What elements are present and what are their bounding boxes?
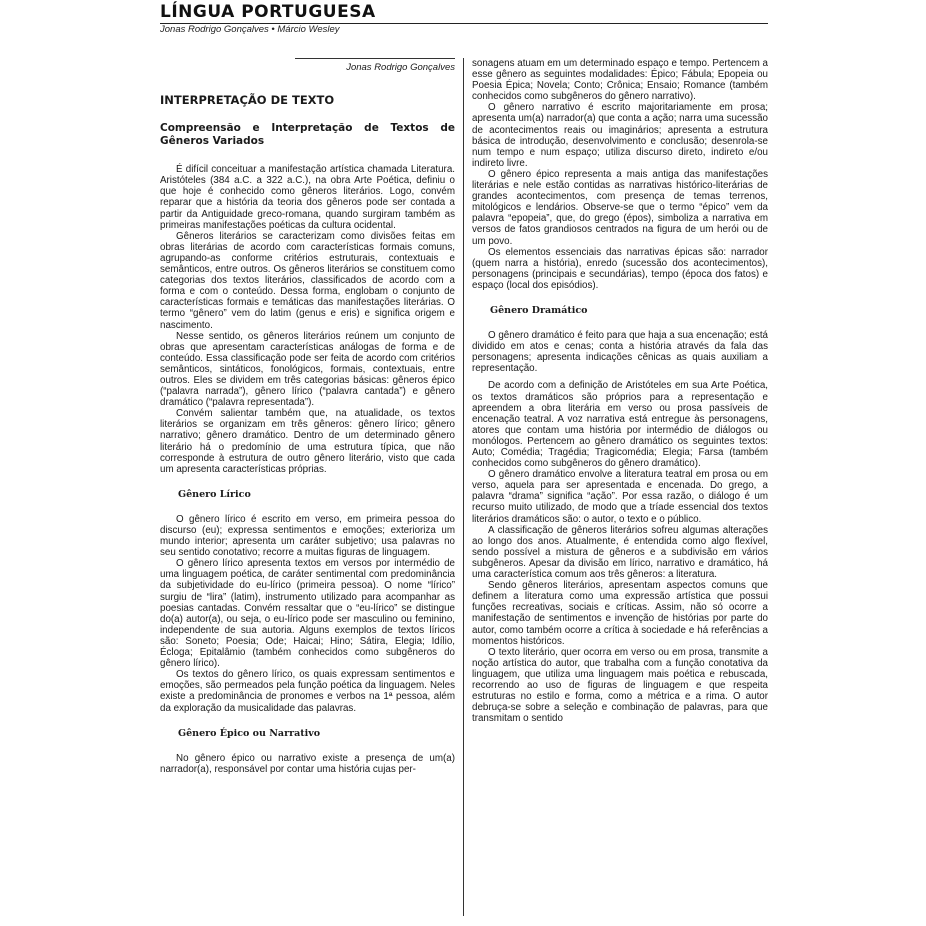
section-title: INTERPRETAÇÃO DE TEXTO [160, 93, 335, 108]
paragraph: Gêneros literários se caracterizam como divisões feitas em obras literárias de acordo com características formais comuns, agrupando-as conforme critérios estruturais, contextuais e semânticos, entre outros. Os gêneros literários se constituem como categorias dos textos literários, classificados de acordo com a forma e com o conteúdo. Dessa forma, englobam o conjunto de características formais e temáticas das manifestações literárias. O termo “gênero” vem do latim (genus e eris) e significa origem e nascimento. [160, 230, 455, 331]
paragraph: sonagens atuam em um determinado espaço e tempo. Pertencem a esse gênero as seguintes modalidades: Épico; Fábula; Epopeia ou Poesia Épica; Novela; Conto; Crônica; Ensaio; Romance (também conhecidos como subgêneros do gênero narrativo). [472, 58, 768, 103]
paragraph: É difícil conceituar a manifestação artística chamada Literatura. Aristóteles (384 a.C. a 322 a.C.), na obra Arte Poética, definiu o que hoje é conhecido como gêneros literários. Logo, convém reparar que a história da teoria dos gêneros pode ser contada a partir da Antiguidade greco-romana, quando surgiram também as primeiras manifestações poéticas da cultura ocidental. [160, 164, 455, 231]
header-authors: Jonas Rodrigo Gonçalves • Márcio Wesley [160, 24, 340, 35]
paragraph: O texto literário, quer ocorra em verso ou em prosa, transmite a noção artística do autor, que trabalha com a função conotativa da linguagem, que utiliza uma linguagem mais poética e rebuscada, recorrendo ao uso de figuras de linguagem e que respeita estruturas no estilo e forma, como a métrica e a rima. O autor debruça-se sobre a seleção e combinação de palavras, para que transmitam o sentido [472, 646, 768, 725]
paragraph: O gênero épico representa a mais antiga das manifestações literárias e nele estão contidas as narrativas histórico-literárias de grandes acontecimentos, com presença de temas terrenos, mitológicos e lendários. Observe-se que o termo “épico” vem da palavra “epopeia”, que, do grego (épos), simboliza a narrativa em versos de fatos grandiosos centrados na figura de um herói ou de um povo. [472, 168, 768, 247]
column-divider [463, 58, 464, 916]
paragraph: Os textos do gênero lírico, os quais expressam sentimentos e emoções, são permeados pela função poética da linguagem. Neles existe a predominância de pronomes e verbos na 1ª pessoa, além da exploração da musicalidade das palavras. [160, 669, 455, 714]
paragraph: Os elementos essenciais das narrativas épicas são: narrador (quem narra a história), enredo (sucessão dos acontecimentos), personagens (principais e secundárias), tempo (época dos fatos) e espaço (local dos episódios). [472, 246, 768, 291]
heading-genero-lirico: Gênero Lírico [178, 488, 251, 500]
paragraph: O gênero dramático envolve a literatura teatral em prosa ou em verso, aquela para ser apresentada e encenada. Do grego, a palavra “drama” significa “ação”. Por essa razão, o diálogo é um recurso muito utilizado, de modo que a tríade essencial dos textos literários dramáticos são: o autor, o texto e o público. [472, 469, 768, 525]
heading-genero-epico: Gênero Épico ou Narrativo [178, 727, 321, 739]
paragraph: Sendo gêneros literários, apresentam aspectos comuns que definem a literatura como uma expressão artística que possui funções recreativas, sociais e críticas. Assim, não só ocorre a manifestação de sentimentos e invenção de histórias por parte do autor, como também ocorre a crítica à sociedade e há referências a momentos históricos. [472, 580, 768, 647]
paragraph: A classificação de gêneros literários sofreu algumas alterações ao longo dos anos. Atualmente, é entendida como algo flexível, sendo possível a mistura de gêneros e a subdivisão em vários subgêneros. Apesar da divisão em lírico, narrativo e dramático, há uma característica comum aos três gêneros: a literatura. [472, 524, 768, 581]
right-column [472, 58, 768, 724]
subsection-title: Compreensão e Interpretação de Textos de Gêneros Variados [160, 122, 455, 148]
paragraph: O gênero narrativo é escrito majoritariamente em prosa; apresenta um(a) narrador(a) que conta a ação; narra uma sucessão de acontecimentos reais ou imaginários; apresenta a estrutura básica de introdução, desenvolvimento e conclusão; desenrola-se num tempo e num espaço; utiliza discurso direto, indireto e/ou indireto livre. [472, 102, 768, 169]
paragraph: O gênero lírico apresenta textos em versos por intermédio de uma linguagem poética, de caráter sentimental com predominância da subjetividade do eu-lírico (primeira pessoa). O nome “lírico” surgiu de “lira” (latim), instrumento utilizado para acompanhar as poesias cantadas. Convém ressaltar que o “eu-lírico” se distingue do(a) autor(a), ou seja, o eu-lírico pode ser masculino ou feminino, independente de sua autoria. Alguns exemplos de textos líricos são: Soneto; Poesia; Ode; Haicai; Hino; Sátira, Elegia; Idílio, Écloga; Epitalâmio (também conhecidos como subgêneros do gênero lírico). [160, 558, 455, 670]
paragraph: O gênero dramático é feito para que haja a sua encenação; está dividido em atos e cenas; conta a história através da fala das personagens; apresenta indicações cênicas as quais auxiliam a representação. [472, 330, 768, 375]
paragraph: De acordo com a definição de Aristóteles em sua Arte Poética, os textos dramáticos são próprios para a representação e apreendem a obra literária em verso ou prosa passíveis de encenação teatral. A voz narrativa está entregue às personagens, atores que contam uma história por intermédio de diálogos ou monólogos. Pertencem ao gênero dramático os seguintes textos: Auto; Comédia; Tragédia; Tragicomédia; Elegia; Farsa (também conhecidos como subgêneros do gênero dramático). [472, 380, 768, 470]
paragraph: No gênero épico ou narrativo existe a presença de um(a) narrador(a), responsável por contar uma história cujas per- [160, 752, 455, 775]
subject-title: LÍNGUA PORTUGUESA [160, 2, 376, 22]
header-rule [160, 23, 768, 24]
left-column [160, 58, 455, 775]
paragraph: Convém salientar também que, na atualidade, os textos literários se organizam em três gêneros: gênero lírico; gênero narrativo; gênero dramático. Dentro de um determinado gênero literário há o predomínio de uma estrutura típica, que não corresponde à estrutura de outro gênero literário, visto que cada um apresenta características próprias. [160, 408, 455, 475]
page-header [160, 2, 768, 35]
article-byline: Jonas Rodrigo Gonçalves [346, 62, 455, 73]
heading-genero-dramatico: Gênero Dramático [490, 304, 588, 316]
paragraph: Nesse sentido, os gêneros literários reúnem um conjunto de obras que apresentam características análogas de forma e de conteúdo. Essa classificação pode ser feita de acordo com critérios semânticos, sintáticos, fonológicos, formais, contextuais, entre outros. Eles se dividem em três categorias básicas: gêneros épico (“palavra narrada”), gênero lírico (“palavra cantada”) e gênero dramático (“palavra representada”). [160, 330, 455, 409]
paragraph: O gênero lírico é escrito em verso, em primeira pessoa do discurso (eu); expressa sentimentos e emoções; exterioriza um mundo interior; apresenta um caráter subjetivo; usa palavras no seu sentido conotativo; recorre a muitas figuras de linguagem. [160, 513, 455, 559]
